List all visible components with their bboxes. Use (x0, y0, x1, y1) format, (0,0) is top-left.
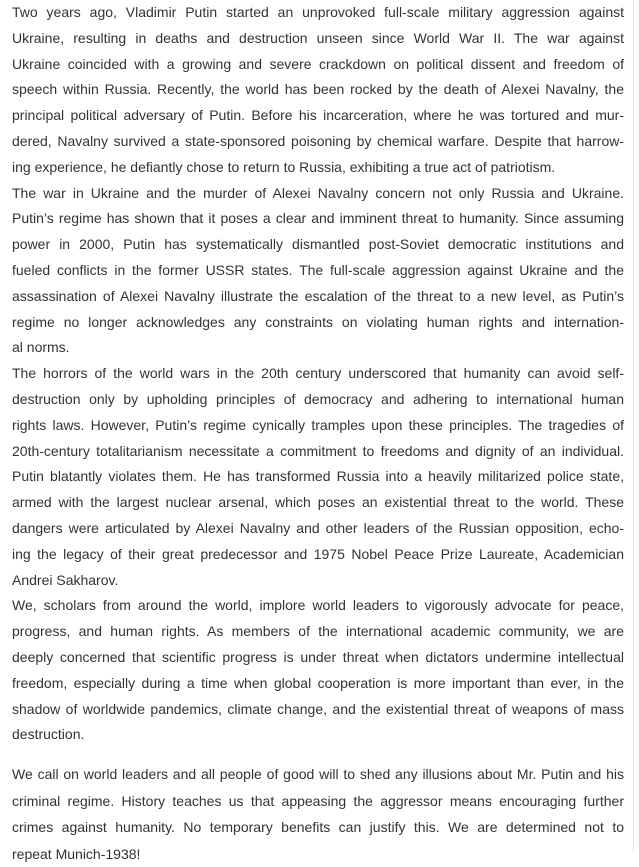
text-line: al norms. (12, 339, 70, 356)
text-block-appeal (12, 761, 624, 867)
text-line: freedom, especially during a time when global cooperation is more important than ever, in the (12, 674, 624, 691)
text-line: criminal regime. History teaches us that appeasing the aggressor means encouraging further (12, 792, 624, 809)
letter-body (12, 0, 624, 867)
text-line: dangers were articulated by Alexei Navalny and other leaders of the Russian opposition, echo- (12, 519, 624, 536)
text-line: destruction. (12, 726, 85, 743)
paragraph-gap (12, 748, 624, 761)
text-line: assassination of Alexei Navalny illustrate the escalation of the threat to a new level, as Putin’s (12, 287, 624, 304)
text-line: ing the legacy of their great predecessor and 1975 Nobel Peace Prize Laureate, Academician (12, 545, 624, 562)
text-line: regime no longer acknowledges any constraints on violating human rights and internation- (12, 313, 624, 330)
text-line: Andrei Sakharov. (12, 571, 119, 588)
text-line: rights laws. However, Putin’s regime cynically tramples upon these principles. The tragedies of (12, 416, 624, 433)
text-line: destruction only by upholding principles of democracy and adhering to international human (12, 390, 624, 407)
text-line: The horrors of the world wars in the 20th century underscored that humanity can avoid self- (12, 365, 624, 382)
text-line: deeply concerned that scientific progress is under threat when dictators undermine intellectual (12, 648, 624, 665)
text-line: Putin blatantly violates them. He has transformed Russia into a heavily militarized police state, (12, 468, 624, 485)
text-line: Ukraine coincided with a growing and severe crackdown on political dissent and freedom of (12, 55, 624, 72)
text-line: Ukraine, resulting in deaths and destruction unseen since World War II. The war against (12, 29, 624, 46)
text-line: repeat Munich-1938! (12, 845, 141, 862)
text-line: We, scholars from around the world, implore world leaders to vigorously advocate for peace, (12, 597, 624, 614)
text-line: power in 2000, Putin has systematically dismantled post-Soviet democratic institutions and (12, 236, 624, 253)
text-line: fueled conflicts in the former USSR states. The full-scale aggression against Ukraine and the (12, 261, 624, 278)
text-line: Two years ago, Vladimir Putin started an unprovoked full-scale military aggression against (12, 4, 624, 20)
text-line: Putin’s regime has shown that it poses a clear and imminent threat to humanity. Since assuming (12, 210, 624, 227)
text-line: 20th-century totalitarianism necessitate a commitment to freedoms and dignity of an individual. (12, 442, 624, 459)
text-line: crimes against humanity. No temporary benefits can justify this. We are determined not to (12, 819, 624, 836)
text-line: The war in Ukraine and the murder of Alexei Navalny concern not only Russia and Ukraine. (12, 184, 624, 201)
text-line: speech within Russia. Recently, the world has been rocked by the death of Alexei Navalny, the (12, 81, 624, 98)
text-line: principal political adversary of Putin. Before his incarceration, where he was tortured and mur- (12, 107, 624, 124)
text-line: dered, Navalny survived a state-sponsored poisoning by chemical warfare. Despite that harrow- (12, 132, 624, 149)
text-block-main (12, 0, 624, 748)
text-line: We call on world leaders and all people of good will to shed any illusions about Mr. Putin and his (12, 766, 624, 783)
text-line: armed with the largest nuclear arsenal, which poses an existential threat to the world. These (12, 494, 624, 511)
text-line: shadow of worldwide pandemics, climate change, and the existential threat of weapons of mass (12, 700, 624, 717)
text-line: ing experience, he defiantly chose to return to Russia, exhibiting a true act of patriotism. (12, 158, 556, 175)
text-line: progress, and human rights. As members of the international academic community, we are (12, 623, 624, 640)
page-right-border (633, 0, 634, 852)
